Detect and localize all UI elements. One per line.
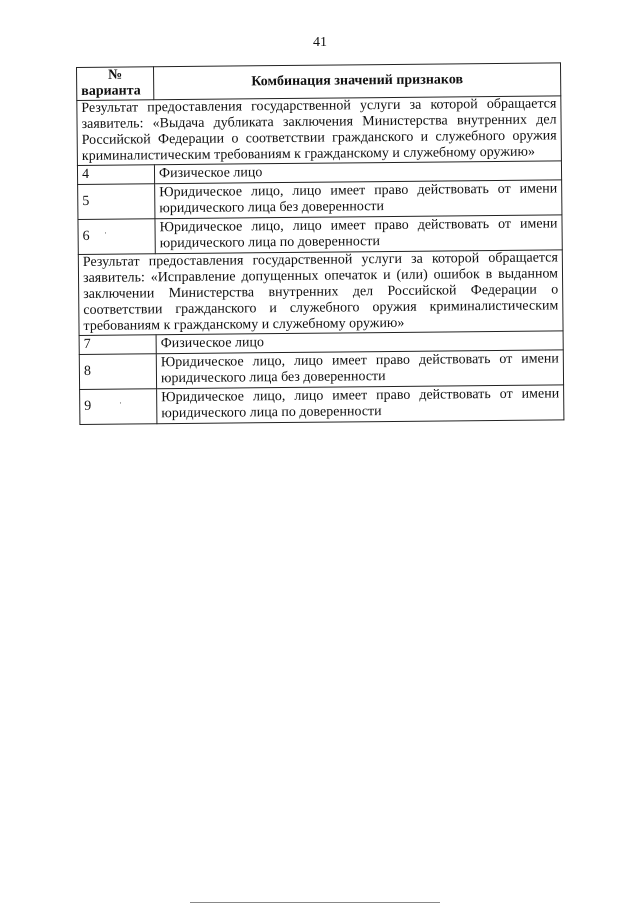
page-number: 41	[313, 35, 327, 50]
section-row	[78, 250, 563, 336]
scan-speck: ·	[104, 228, 107, 238]
variant-description: Юридическое лицо, лицо имеет право действовать от имени юридического лица без доверенности	[155, 180, 562, 219]
variant-number: 7	[79, 335, 156, 355]
variant-number: 4	[77, 165, 154, 185]
header-combination: Комбинация значений признаков	[154, 63, 561, 100]
variant-description: Юридическое лицо, лицо имеет право действовать от имени юридического лица по доверенности	[157, 385, 564, 424]
section-row	[77, 96, 562, 166]
scan-edge-line	[190, 902, 440, 903]
table-row	[78, 180, 562, 220]
variant-number: 9	[80, 389, 157, 425]
header-variant-label: варианта	[81, 83, 141, 99]
header-variant-number	[77, 67, 154, 101]
variant-number: 5	[78, 184, 155, 220]
table-header-row	[77, 63, 561, 101]
section-title: Результат предоставления государственной услуги за которой обращается заявитель: «Выдача дубликата заключения Министерства внутренних дел Российской Федерации о соответствии гражданского и служебного оружия криминалистическим требованиям к гражданскому и служебному оружию»	[77, 96, 562, 166]
variant-description: Юридическое лицо, лицо имеет право действовать от имени юридического лица без доверенности	[156, 350, 563, 389]
table-row	[79, 350, 563, 390]
scan-speck: ·	[119, 398, 122, 408]
variant-number: 8	[79, 354, 156, 390]
section-title: Результат предоставления государственной услуги за которой обращается заявитель: «Исправление допущенных опечаток и (или) ошибок в выданном заключении Министерства внутренних дел Российской Федерации о соответствии гражданского и служебного оружия криминалистическим требованиям к гражданскому и служебному оружию»	[78, 250, 563, 336]
variant-description: Физическое лицо	[156, 331, 563, 354]
table-row	[80, 385, 564, 425]
header-number-sign: №	[107, 67, 123, 83]
variant-description: Юридическое лицо, лицо имеет право действовать от имени юридического лица по доверенности	[155, 215, 562, 254]
variants-table	[76, 62, 564, 425]
variant-description: Физическое лицо	[154, 161, 561, 184]
table-row	[78, 215, 562, 255]
variant-number: 6	[78, 219, 155, 255]
